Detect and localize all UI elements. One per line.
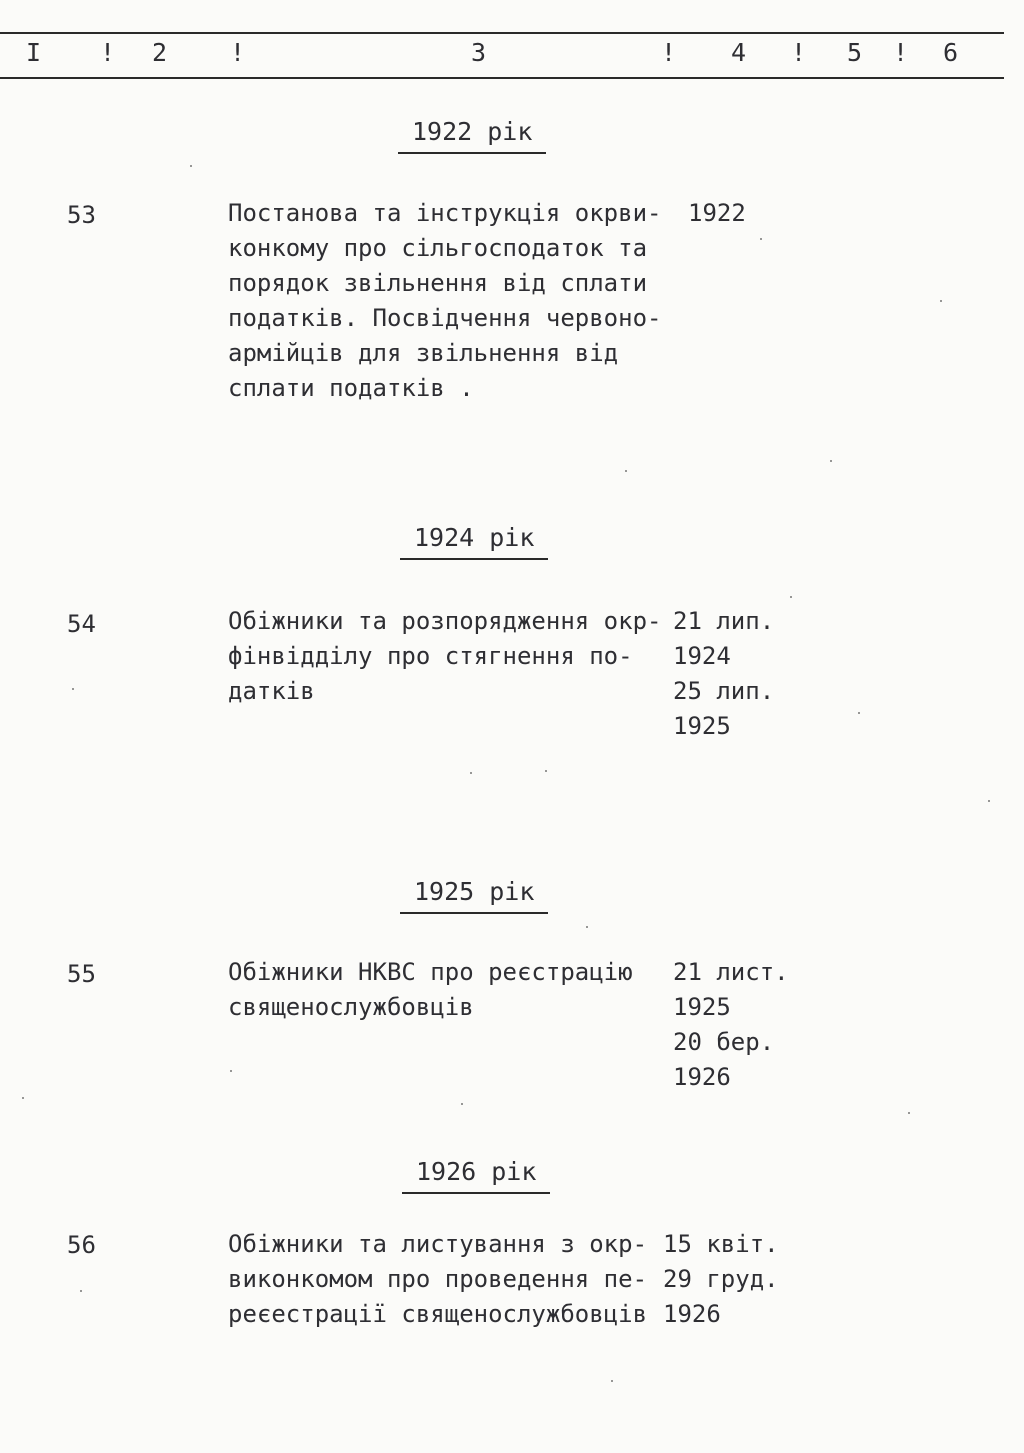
column-header-2: 2 bbox=[152, 38, 168, 67]
header-bottom-rule bbox=[0, 77, 1004, 79]
entry-description: Обіжники та розпорядження окр- фінвідділу про стягнення по- датків bbox=[228, 607, 662, 705]
year-heading: 1924 рік bbox=[400, 522, 548, 560]
entry-number: 53 bbox=[67, 201, 96, 229]
entry-description: Обіжники та листування з окр- виконкомом про проведення пе- реєестрації священослужбовців bbox=[228, 1230, 648, 1328]
header-top-rule bbox=[0, 32, 1004, 34]
column-header-5: 5 bbox=[847, 38, 863, 67]
entry-dates: 15 квіт. 29 груд. 1926 bbox=[663, 1230, 779, 1328]
column-header-6: 6 bbox=[943, 38, 959, 67]
column-header-1: I bbox=[26, 38, 42, 67]
column-separator: ! bbox=[230, 38, 246, 67]
entry-dates: 21 лип. 1924 25 лип. 1925 bbox=[673, 607, 775, 740]
column-header-4: 4 bbox=[731, 38, 747, 67]
entry-number: 54 bbox=[67, 610, 96, 638]
year-heading: 1925 рік bbox=[400, 876, 548, 914]
column-separator: ! bbox=[791, 38, 807, 67]
column-separator: ! bbox=[893, 38, 909, 67]
year-heading: 1926 рік bbox=[402, 1156, 550, 1194]
column-header-3: 3 bbox=[471, 38, 487, 67]
entry-number: 55 bbox=[67, 960, 96, 988]
column-separator: ! bbox=[661, 38, 677, 67]
year-heading: 1922 рік bbox=[398, 116, 546, 154]
entry-dates: 1922 bbox=[688, 199, 746, 227]
entry-number: 56 bbox=[67, 1231, 96, 1259]
entry-description: Обіжники НКВС про реєстрацію священослужбовців bbox=[228, 958, 633, 1021]
entry-dates: 21 лист. 1925 20 бер. 1926 bbox=[673, 958, 789, 1091]
column-separator: ! bbox=[100, 38, 116, 67]
entry-description: Постанова та інструкція окрви- конкому про сільгосподаток та порядок звільнення від сплати податків. Посвідчення червоно- армійців для звільнення від сплати податків . bbox=[228, 199, 662, 402]
